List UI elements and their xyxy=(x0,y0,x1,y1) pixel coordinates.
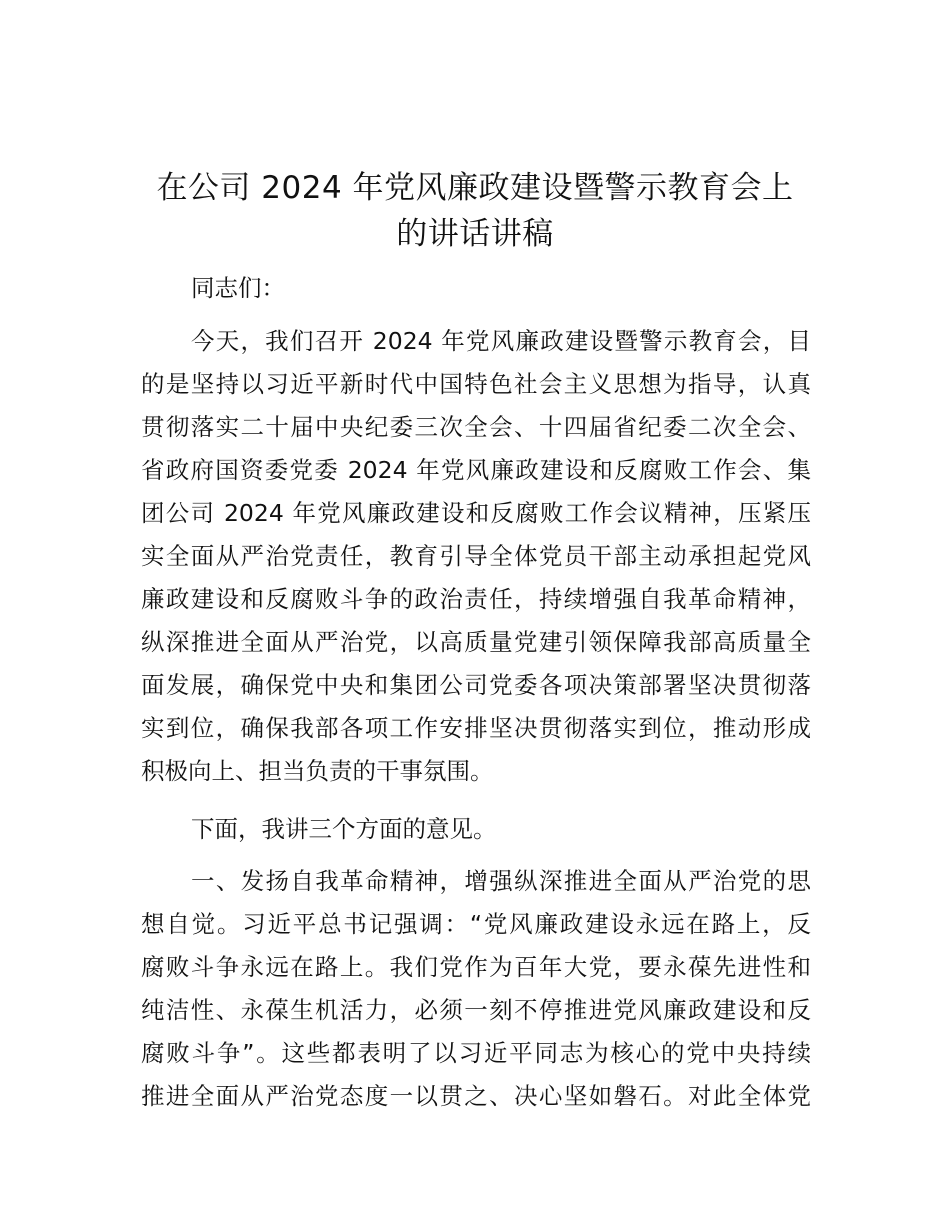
paragraph-line: 的是坚持以习近平新时代中国特色社会主义思想为指导，认真 xyxy=(141,370,811,398)
paragraph-line: 腐败斗争”。这些都表明了以习近平同志为核心的党中央持续 xyxy=(141,1039,811,1067)
paragraph-line: 实到位，确保我部各项工作安排坚决贯彻落实到位，推动形成 xyxy=(141,714,811,742)
paragraph-line: 今天，我们召开 2024 年党风廉政建设暨警示教育会，目 xyxy=(191,327,811,355)
paragraph-line: 纯洁性、永葆生机活力，必须一刻不停推进党风廉政建设和反 xyxy=(141,996,811,1024)
paragraph-line: 面发展，确保党中央和集团公司党委各项决策部署坚决贯彻落 xyxy=(141,671,811,699)
paragraph-line: 一、发扬自我革命精神，增强纵深推进全面从严治党的思 xyxy=(191,867,811,895)
document-title-line-2: 的讲话讲稿 xyxy=(396,216,554,252)
salutation: 同志们： xyxy=(191,274,285,302)
paragraph-line: 下面，我讲三个方面的意见。 xyxy=(191,815,497,843)
document-title-line-1: 在公司 2024 年党风廉政建设暨警示教育会上 xyxy=(156,170,794,206)
paragraph-line: 省政府国资委党委 2024 年党风廉政建设和反腐败工作会、集 xyxy=(141,456,811,484)
paragraph-line: 纵深推进全面从严治党，以高质量党建引领保障我部高质量全 xyxy=(141,628,811,656)
paragraph-line: 贯彻落实二十届中央纪委三次全会、十四届省纪委二次全会、 xyxy=(141,413,811,441)
paragraph-line: 团公司 2024 年党风廉政建设和反腐败工作会议精神，压紧压 xyxy=(141,499,811,527)
paragraph-line: 腐败斗争永远在路上。我们党作为百年大党，要永葆先进性和 xyxy=(141,953,811,981)
paragraph-line: 想自觉。习近平总书记强调：“党风廉政建设永远在路上，反 xyxy=(141,910,811,938)
paragraph-line: 推进全面从严治党态度一以贯之、决心坚如磐石。对此全体党 xyxy=(141,1082,811,1110)
paragraph-line: 实全面从严治党责任，教育引导全体党员干部主动承担起党风 xyxy=(141,542,811,570)
paragraph-line: 积极向上、担当负责的干事氛围。 xyxy=(141,757,494,785)
paragraph-line: 廉政建设和反腐败斗争的政治责任，持续增强自我革命精神， xyxy=(141,585,811,613)
